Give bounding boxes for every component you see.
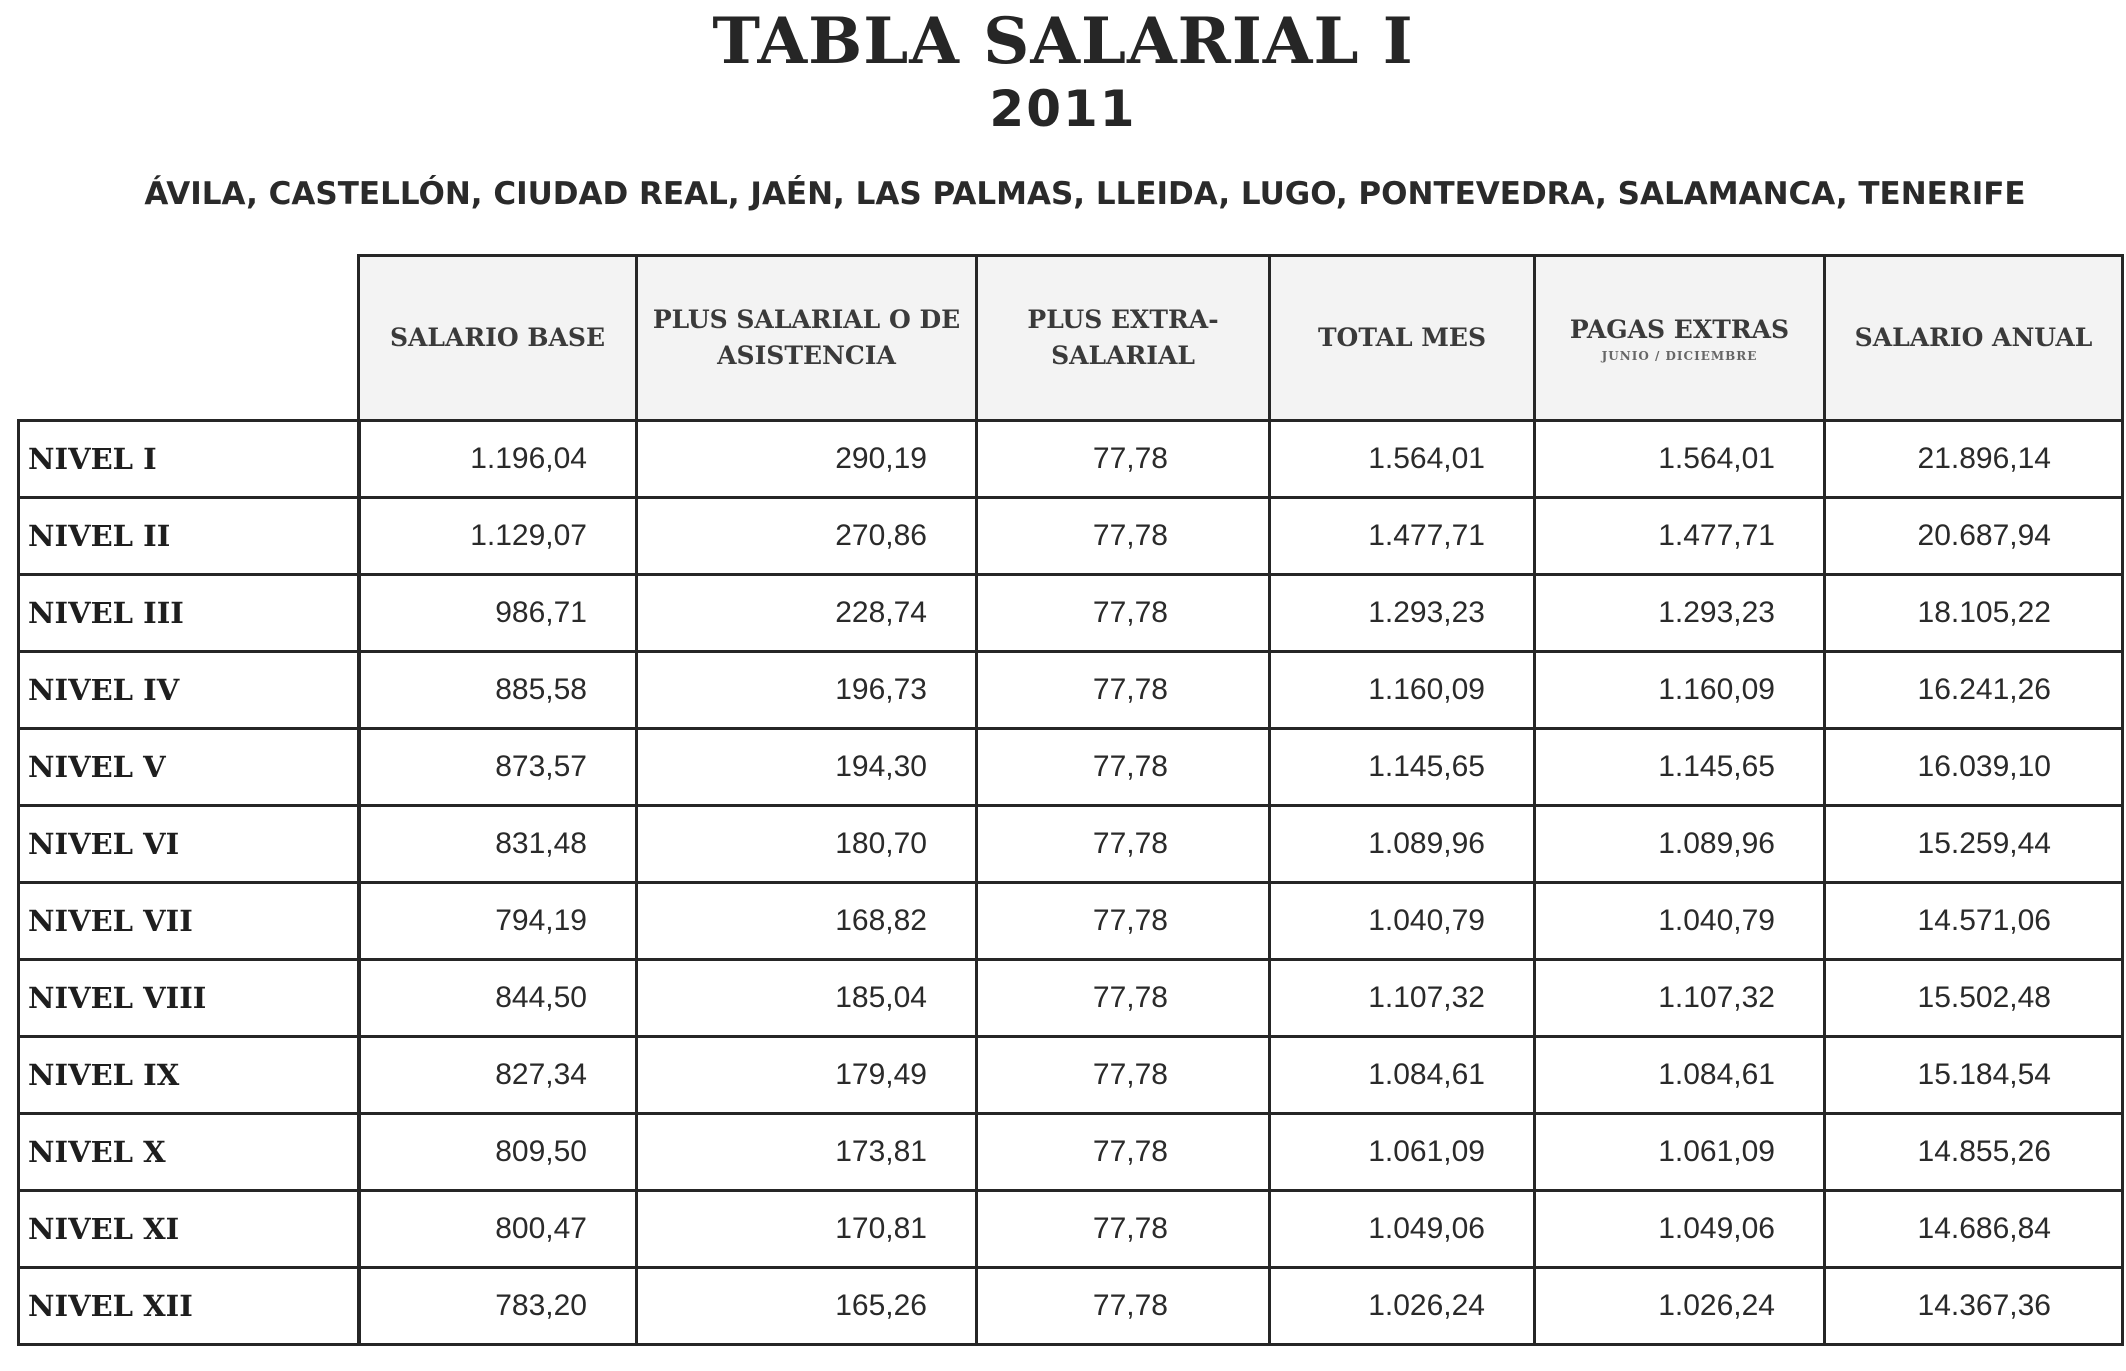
table-row — [19, 960, 2123, 1037]
cell-pagas-extras: 1.040,79 — [1535, 883, 1825, 960]
cell-plus-extra-salarial: 77,78 — [977, 1037, 1270, 1114]
cell-total-mes: 1.107,32 — [1270, 960, 1535, 1037]
header-corner — [19, 256, 359, 421]
cell-total-mes: 1.293,23 — [1270, 575, 1535, 652]
cell-pagas-extras: 1.026,24 — [1535, 1268, 1825, 1345]
cell-salario-anual: 16.039,10 — [1825, 729, 2123, 806]
cell-salario-base: 873,57 — [359, 729, 637, 806]
cell-salario-base: 885,58 — [359, 652, 637, 729]
salary-table-body — [19, 421, 2123, 1345]
cell-plus-extra-salarial: 77,78 — [977, 498, 1270, 575]
cell-nivel: NIVEL IV — [19, 652, 359, 729]
page-title: TABLA SALARIAL I — [712, 4, 1414, 79]
header-plus-extra-salarial: PLUS EXTRA-SALARIAL — [977, 256, 1270, 421]
cell-plus-salarial: 185,04 — [637, 960, 977, 1037]
cell-plus-extra-salarial: 77,78 — [977, 575, 1270, 652]
table-row — [19, 652, 2123, 729]
cell-pagas-extras: 1.107,32 — [1535, 960, 1825, 1037]
cell-nivel: NIVEL VI — [19, 806, 359, 883]
cell-nivel: NIVEL XII — [19, 1268, 359, 1345]
table-row — [19, 1268, 2123, 1345]
cell-nivel: NIVEL III — [19, 575, 359, 652]
cell-salario-anual: 14.571,06 — [1825, 883, 2123, 960]
cell-plus-salarial: 170,81 — [637, 1191, 977, 1268]
cell-pagas-extras: 1.145,65 — [1535, 729, 1825, 806]
cell-nivel: NIVEL IX — [19, 1037, 359, 1114]
cell-plus-extra-salarial: 77,78 — [977, 652, 1270, 729]
salary-table — [17, 254, 2124, 1346]
table-row — [19, 1191, 2123, 1268]
cell-salario-anual: 15.259,44 — [1825, 806, 2123, 883]
cell-salario-anual: 14.367,36 — [1825, 1268, 2123, 1345]
cell-salario-base: 844,50 — [359, 960, 637, 1037]
cell-plus-salarial: 179,49 — [637, 1037, 977, 1114]
page-year: 2011 — [989, 80, 1137, 138]
header-total-mes: TOTAL MES — [1270, 256, 1535, 421]
cell-total-mes: 1.145,65 — [1270, 729, 1535, 806]
cell-total-mes: 1.477,71 — [1270, 498, 1535, 575]
cell-salario-anual: 18.105,22 — [1825, 575, 2123, 652]
cell-salario-base: 986,71 — [359, 575, 637, 652]
cell-pagas-extras: 1.293,23 — [1535, 575, 1825, 652]
cell-plus-extra-salarial: 77,78 — [977, 1114, 1270, 1191]
header-salario-anual: SALARIO ANUAL — [1825, 256, 2123, 421]
cell-plus-extra-salarial: 77,78 — [977, 806, 1270, 883]
cell-total-mes: 1.049,06 — [1270, 1191, 1535, 1268]
cell-salario-base: 800,47 — [359, 1191, 637, 1268]
cell-salario-base: 783,20 — [359, 1268, 637, 1345]
cell-plus-extra-salarial: 77,78 — [977, 883, 1270, 960]
cell-plus-salarial: 290,19 — [637, 421, 977, 498]
header-salario-base: SALARIO BASE — [359, 256, 637, 421]
cell-nivel: NIVEL I — [19, 421, 359, 498]
cell-salario-anual: 16.241,26 — [1825, 652, 2123, 729]
cell-salario-base: 1.129,07 — [359, 498, 637, 575]
cell-pagas-extras: 1.564,01 — [1535, 421, 1825, 498]
cell-total-mes: 1.026,24 — [1270, 1268, 1535, 1345]
cell-total-mes: 1.089,96 — [1270, 806, 1535, 883]
header-pagas-extras-label: PAGAS EXTRAS — [1569, 315, 1790, 344]
cell-plus-extra-salarial: 77,78 — [977, 1191, 1270, 1268]
table-row — [19, 1037, 2123, 1114]
header-pagas-extras — [1535, 256, 1825, 421]
cell-total-mes: 1.084,61 — [1270, 1037, 1535, 1114]
cell-salario-anual: 15.184,54 — [1825, 1037, 2123, 1114]
cell-salario-anual: 20.687,94 — [1825, 498, 2123, 575]
cell-total-mes: 1.061,09 — [1270, 1114, 1535, 1191]
table-row — [19, 1114, 2123, 1191]
cell-salario-anual: 21.896,14 — [1825, 421, 2123, 498]
cell-total-mes: 1.040,79 — [1270, 883, 1535, 960]
cell-nivel: NIVEL VII — [19, 883, 359, 960]
cell-plus-extra-salarial: 77,78 — [977, 1268, 1270, 1345]
table-row — [19, 421, 2123, 498]
cell-plus-salarial: 165,26 — [637, 1268, 977, 1345]
cell-plus-salarial: 180,70 — [637, 806, 977, 883]
table-row — [19, 883, 2123, 960]
cell-total-mes: 1.564,01 — [1270, 421, 1535, 498]
cell-nivel: NIVEL II — [19, 498, 359, 575]
header-plus-salarial: PLUS SALARIAL O DE ASISTENCIA — [637, 256, 977, 421]
table-row — [19, 806, 2123, 883]
cell-salario-base: 827,34 — [359, 1037, 637, 1114]
header-pagas-extras-sub: JUNIO / DICIEMBRE — [1601, 349, 1758, 363]
cell-plus-salarial: 194,30 — [637, 729, 977, 806]
cell-plus-salarial: 270,86 — [637, 498, 977, 575]
cell-plus-extra-salarial: 77,78 — [977, 729, 1270, 806]
cell-salario-base: 809,50 — [359, 1114, 637, 1191]
cell-pagas-extras: 1.160,09 — [1535, 652, 1825, 729]
cell-plus-extra-salarial: 77,78 — [977, 421, 1270, 498]
table-row — [19, 729, 2123, 806]
cell-pagas-extras: 1.061,09 — [1535, 1114, 1825, 1191]
cell-plus-salarial: 173,81 — [637, 1114, 977, 1191]
cell-total-mes: 1.160,09 — [1270, 652, 1535, 729]
table-header-row — [19, 256, 2123, 421]
cell-plus-salarial: 168,82 — [637, 883, 977, 960]
cell-nivel: NIVEL VIII — [19, 960, 359, 1037]
cell-pagas-extras: 1.049,06 — [1535, 1191, 1825, 1268]
cell-nivel: NIVEL X — [19, 1114, 359, 1191]
cell-salario-base: 794,19 — [359, 883, 637, 960]
cell-pagas-extras: 1.477,71 — [1535, 498, 1825, 575]
cell-salario-anual: 14.686,84 — [1825, 1191, 2123, 1268]
cell-pagas-extras: 1.089,96 — [1535, 806, 1825, 883]
cell-nivel: NIVEL XI — [19, 1191, 359, 1268]
cell-nivel: NIVEL V — [19, 729, 359, 806]
cell-pagas-extras: 1.084,61 — [1535, 1037, 1825, 1114]
table-row — [19, 498, 2123, 575]
cell-salario-base: 1.196,04 — [359, 421, 637, 498]
table-row — [19, 575, 2123, 652]
cell-salario-base: 831,48 — [359, 806, 637, 883]
cell-plus-extra-salarial: 77,78 — [977, 960, 1270, 1037]
provinces-list: ÁVILA, CASTELLÓN, CIUDAD REAL, JAÉN, LAS PALMAS, LLEIDA, LUGO, PONTEVEDRA, SALAMANCA, TENERIFE — [144, 176, 2026, 212]
cell-plus-salarial: 228,74 — [637, 575, 977, 652]
cell-salario-anual: 14.855,26 — [1825, 1114, 2123, 1191]
cell-salario-anual: 15.502,48 — [1825, 960, 2123, 1037]
cell-plus-salarial: 196,73 — [637, 652, 977, 729]
